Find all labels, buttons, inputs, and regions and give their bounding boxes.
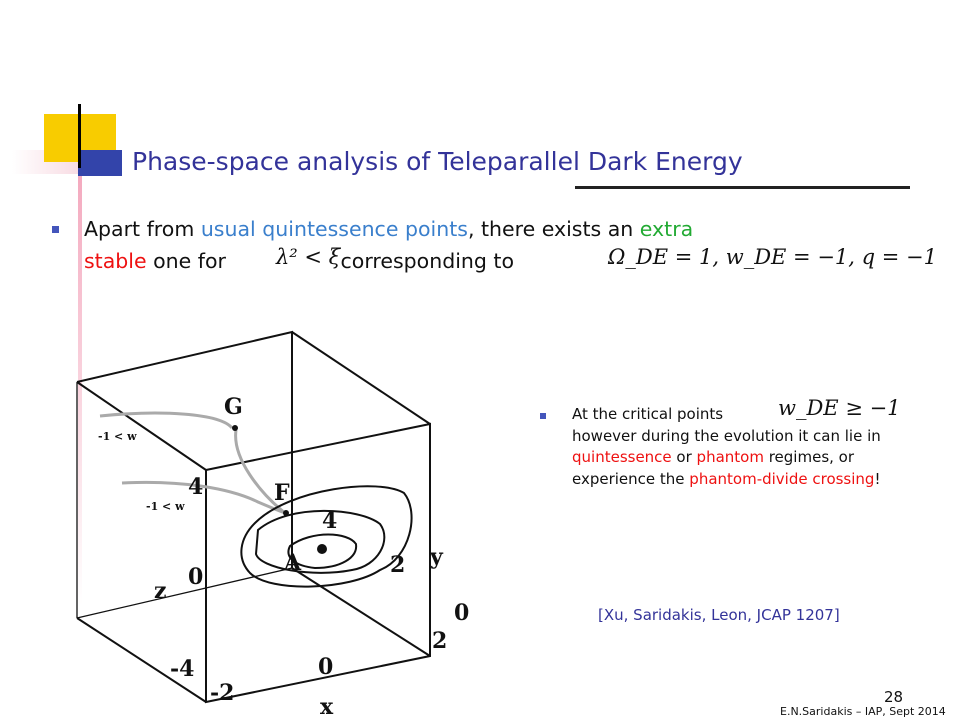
bullet2-highlight-crossing: phantom-divide crossing [689,469,875,488]
bullet2-highlight-phantom: phantom [696,448,764,466]
cube-box [77,332,430,702]
bullet2-text: At the critical points [572,405,724,423]
y-tick-2: 2 [432,628,448,654]
z-tick-minus4: -4 [170,656,195,682]
slide-title: Phase-space analysis of Teleparallel Dark Energy [132,147,743,176]
footer-credit: E.N.Saridakis – IAP, Sept 2014 [780,705,946,718]
decor-blue-square [78,150,122,176]
z-tick-0: 0 [188,564,204,590]
inner-tick-4: 4 [322,508,338,534]
bullet2-text: however during the evolution it can lie in [572,426,881,445]
bullet1-text: , there exists an [467,217,640,241]
point-g-dot [232,425,238,431]
bullet-square-icon [540,413,546,419]
x-tick-0: 0 [318,654,334,680]
curve-label-upper: -1 < w [98,430,137,443]
point-f-dot [283,510,289,516]
bullet2-text: regimes, or experience the [572,448,855,488]
bullet1-text-one-for: one for [146,249,226,273]
bullet1-highlight-extra: extra [639,217,694,241]
bullet1-text: Apart from [84,217,201,241]
critical-point-formula: Ω_DE = 1, w_DE = −1, q = −1 [608,245,937,269]
point-label-a: A [284,550,302,576]
x-tick-minus2: -2 [210,680,235,706]
contour-loops [241,486,411,586]
page-number: 28 [884,688,904,706]
wde-condition-formula: w_DE ≥ −1 [778,396,901,420]
bullet1-text: corresponding to [333,249,515,273]
phase-space-figure [60,318,500,718]
bullet-square-icon [52,226,59,233]
point-a-dot [317,544,327,554]
bullet1-highlight-blue: usual quintessence points [200,217,468,241]
bullet1-highlight-stable: stable [84,249,147,273]
point-label-f: F [274,480,290,506]
lambda-condition-formula: λ² < ξ [276,245,341,269]
bullet2-text: or [671,448,697,466]
z-axis-name: z [154,578,167,604]
title-underline [575,186,910,189]
z-tick-4: 4 [188,474,204,500]
curve-label-lower: -1 < w [146,500,185,513]
reference-citation: [Xu, Saridakis, Leon, JCAP 1207] [598,606,840,624]
point-label-g: G [224,394,243,420]
y-tick-0: 0 [454,600,470,626]
inner-tick-2: 2 [390,552,406,578]
bullet2-text: ! [874,469,881,488]
bullet2-highlight-quintessence: quintessence [572,448,672,466]
decor-vertical-line [78,104,81,168]
y-axis-name: y [430,544,443,570]
x-axis-name: x [320,694,334,718]
